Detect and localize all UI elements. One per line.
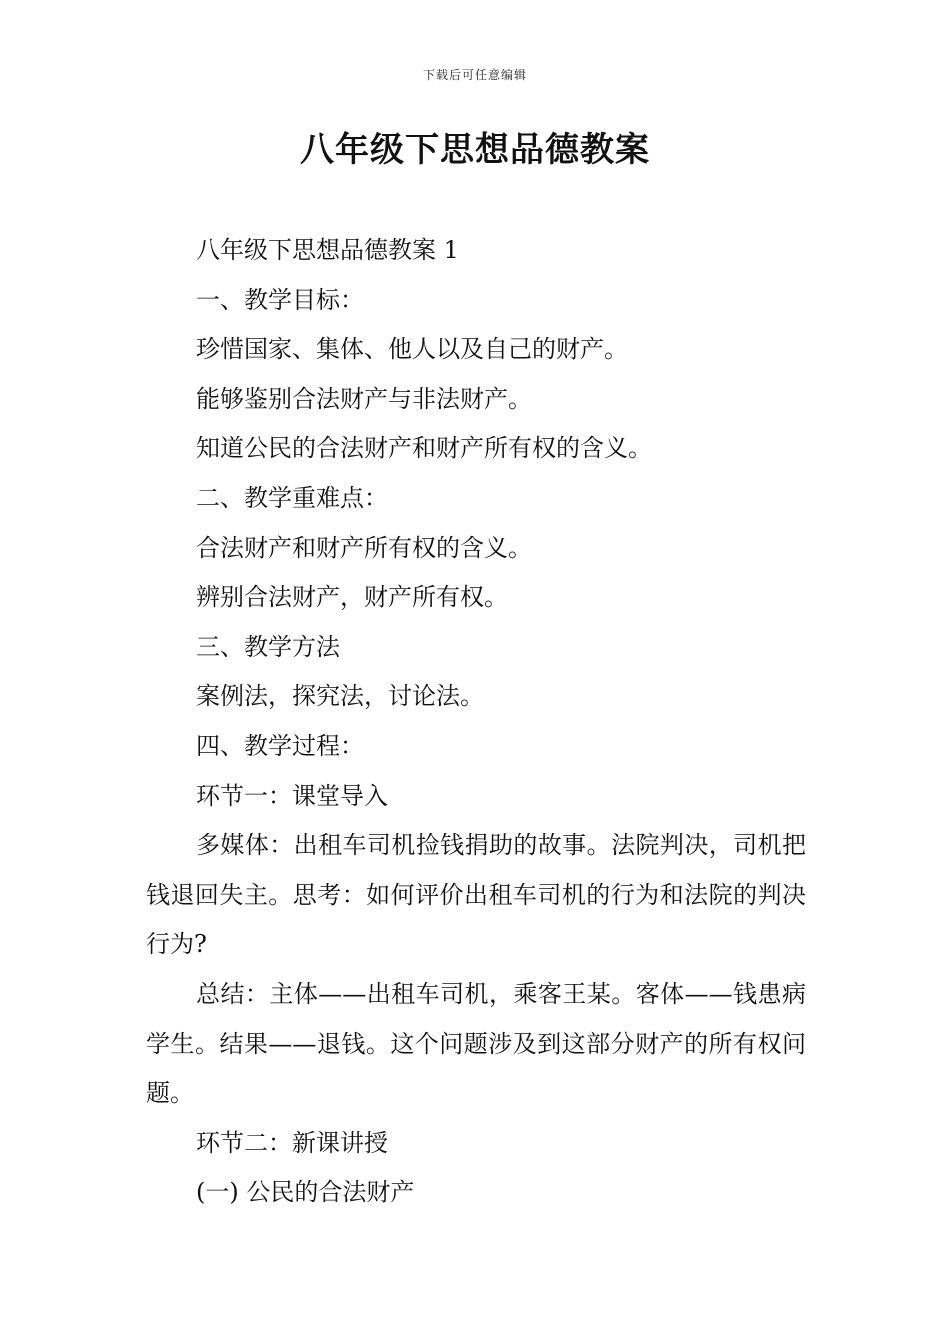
paragraph-goal-2: 能够鉴别合法财产与非法财产。: [196, 384, 532, 413]
paragraph-multimedia-story: 多媒体：出租车司机捡钱捐助的故事。法院判决，司机把钱退回失主。思考：如何评价出租车司机的行为和法院的判决行为?: [146, 831, 806, 959]
document-body: [146, 226, 806, 1218]
paragraph-key-point-2: 辨别合法财产，财产所有权。: [196, 583, 508, 612]
paragraph-summary: 总结：主体——出租车司机，乘客王某。客体——钱患病学生。结果——退钱。这个问题涉及到这部分财产的所有权问题。: [146, 979, 806, 1108]
paragraph-methods: 案例法，探究法，讨论法。: [196, 682, 484, 711]
paragraph-step-1-heading: 环节一：课堂导入: [196, 781, 388, 810]
paragraph-section-4-heading: 四、教学过程：: [196, 731, 364, 760]
paragraph-subsection-1: (一) 公民的合法财产: [196, 1178, 415, 1207]
paragraph-section-1-heading: 一、教学目标：: [196, 285, 364, 314]
header-note: 下载后可任意编辑: [422, 68, 527, 82]
document-title: 八年级下思想品德教案: [300, 130, 650, 170]
paragraph-step-2-heading: 环节二：新课讲授: [196, 1128, 388, 1157]
paragraph-goal-1: 珍惜国家、集体、他人以及自己的财产。: [196, 335, 628, 364]
paragraph-section-2-heading: 二、教学重难点：: [196, 483, 388, 512]
paragraph-goal-3: 知道公民的合法财产和财产所有权的含义。: [196, 434, 652, 463]
paragraph-section-3-heading: 三、教学方法: [196, 632, 340, 661]
paragraph-key-point-1: 合法财产和财产所有权的含义。: [196, 533, 532, 562]
paragraph-subtitle: 八年级下思想品德教案 1: [196, 236, 459, 264]
